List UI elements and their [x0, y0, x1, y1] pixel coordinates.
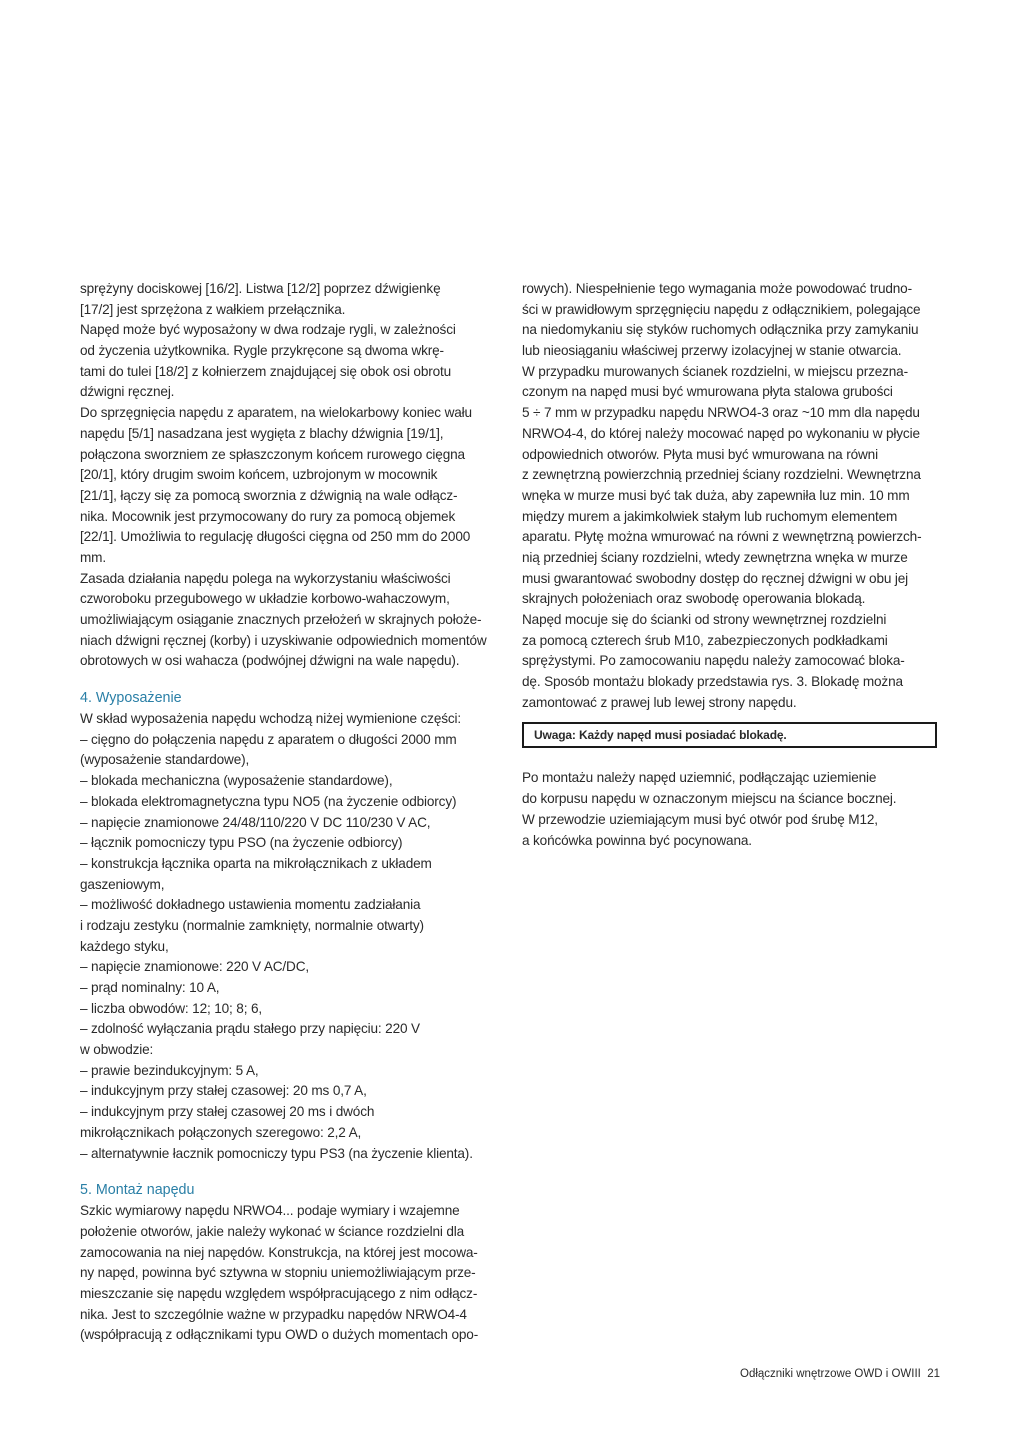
text-line: na niedomykaniu się styków ruchomych odłącznika przy zamykaniu: [522, 322, 919, 338]
text-line: Napęd mocuje się do ścianki od strony wewnętrznej rozdzielni: [522, 612, 887, 627]
text-line: nika. Jest to szczególnie ważne w przypadku napędów NRWO4-4: [80, 1306, 467, 1322]
text-line: dę. Sposób montażu blokady przedstawia rys. 3. Blokadę można: [522, 674, 903, 690]
text-line: od życzenia użytkownika. Rygle przykręcone są dwoma wkrę-: [80, 343, 444, 359]
text-line: Napęd może być wyposażony w dwa rodzaje rygli, w zależności: [80, 322, 456, 338]
text-line: mm.: [80, 549, 106, 565]
text-line: Zasada działania napędu polega na wykorzystaniu właściwości: [80, 570, 451, 586]
text-line: – alternatywnie łacznik pomocniczy typu PS3 (na życzenie klienta).: [80, 1145, 473, 1161]
text-line: [20/1], który drugim swoim końcem, uzbrojonym w mocownik: [80, 467, 438, 483]
text-line: W przypadku murowanych ścianek rozdzielni, w miejscu przezna-: [522, 363, 908, 379]
paragraph-spacer: [80, 1164, 520, 1180]
text-line: a końcówka powinna być pocynowana.: [522, 832, 752, 848]
text-line: zamocowania na niej napędów. Konstrukcja, na której jest mocowa-: [80, 1244, 478, 1260]
text-line: skrajnych położeniach oraz swobodę operowania blokadą.: [522, 591, 866, 607]
text-line: sprężyny dociskowej [16/2]. Listwa [12/2] poprzez dźwigienkę: [80, 281, 441, 296]
text-line: mikrołącznikach połączonych szeregowo: 2,2 A,: [80, 1124, 362, 1140]
text-line: dźwigni ręcznej.: [80, 384, 175, 400]
warning-notice-box: Uwaga: Każdy napęd musi posiadać blokadę.: [522, 722, 937, 748]
text-line: [22/1]. Umożliwia to regulację długości cięgna od 250 mm do 2000: [80, 529, 471, 545]
text-line: gaszeniowym,: [80, 876, 165, 892]
text-line: napędu [5/1] nasadzana jest wygięta z blachy dźwignia [19/1],: [80, 425, 444, 441]
section-heading: 4. Wyposażenie: [80, 690, 182, 707]
paragraph-spacer: [80, 672, 520, 688]
text-line: czworoboku przegubowego w układzie korbowo-wahaczowym,: [80, 591, 450, 607]
text-line: (wyposażenie standardowe),: [80, 752, 250, 768]
text-line: do korpusu napędu w oznaczonym miejscu na ściance bocznej.: [522, 791, 897, 807]
text-line: odpowiednich otworów. Płyta musi być wmurowana na równi: [522, 446, 878, 462]
text-line: (współpracują z odłącznikami typu OWD o dużych momentach opo-: [80, 1327, 479, 1343]
page-footer: [740, 1368, 940, 1380]
left-text-column: [80, 279, 520, 1346]
text-line: nią przedniej ściany rozdzielni, wtedy zewnętrzna wnęka w murze: [522, 549, 908, 565]
text-line: w obwodzie:: [80, 1042, 154, 1058]
text-line: położenie otworów, jakie należy wykonać w ściance rozdzielni dla: [80, 1223, 465, 1239]
text-line: wnęka w murze musi być tak duża, aby zapewniła luz min. 10 mm: [522, 487, 910, 503]
text-line: ny napęd, powinna być sztywna w stopniu uniemożliwiającym prze-: [80, 1265, 476, 1281]
page-number: 21: [927, 1368, 941, 1380]
text-line: – zdolność wyłączania prądu stałego przy napięciu: 220 V: [80, 1021, 420, 1037]
text-line: – napięcie znamionowe: 220 V AC/DC,: [80, 959, 309, 975]
text-line: Szkic wymiarowy napędu NRWO4... podaje wymiary i wzajemne: [80, 1203, 460, 1219]
text-line: tami do tulei [18/2] z kołnierzem znajdującej się obok osi obrotu: [80, 363, 452, 379]
text-line: rowych). Niespełnienie tego wymagania może powodować trudno-: [522, 281, 912, 296]
text-line: musi gwarantować swobodny dostęp do ręcznej dźwigni w obu jej: [522, 570, 909, 586]
text-line: – blokada mechaniczna (wyposażenie standardowe),: [80, 773, 393, 789]
text-line: – prąd nominalny: 10 A,: [80, 980, 220, 995]
text-line: [21/1], łączy się za pomocą sworznia z dźwignią na wale odłącz-: [80, 487, 458, 503]
text-line: Do sprzęgnięcia napędu z aparatem, na wielokarbowy koniec wału: [80, 405, 472, 421]
text-line: – napięcie znamionowe 24/48/110/220 V DC 110/230 V AC,: [80, 814, 431, 830]
text-line: Po montażu należy napęd uziemnić, podłączając uziemienie: [522, 770, 877, 786]
text-line: – blokada elektromagnetyczna typu NO5 (na życzenie odbiorcy): [80, 793, 457, 809]
text-line: – indukcyjnym przy stałej czasowej: 20 ms 0,7 A,: [80, 1083, 367, 1099]
text-line: połączona sworzniem ze spłaszczonym końcem rurowego cięgna: [80, 446, 465, 462]
text-line: zamontować z prawej lub lewej strony napędu.: [522, 694, 797, 710]
text-line: między murem a jakimkolwiek stałym lub ruchomym elementem: [522, 508, 898, 524]
text-line: z zewnętrzną powierzchnią przedniej ściany rozdzielni. Wewnętrzna: [522, 467, 921, 483]
text-line: aparatu. Płytę można wmurować na równi z wewnętrzną powierzch-: [522, 529, 922, 545]
text-line: [17/2] jest sprzężona z wałkiem przełącznika.: [80, 301, 346, 317]
text-line: lub nieosiąganiu właściwej przerwy izolacyjnej w stanie otwarcia.: [522, 343, 902, 359]
text-line: – liczba obwodów: 12; 10; 8; 6,: [80, 1000, 263, 1016]
text-line: nika. Mocownik jest przymocowany do rury za pomocą objemek: [80, 508, 456, 524]
text-line: za pomocą czterech śrub M10, zabezpieczonych podkładkami: [522, 632, 888, 648]
text-line: obrotowych w osi wahacza (podwójnej dźwigni na wale napędu).: [80, 653, 460, 669]
text-line: – prawie bezindukcyjnym: 5 A,: [80, 1062, 259, 1078]
text-line: – możliwość dokładnego ustawienia momentu zadziałania: [80, 897, 421, 913]
right-text-column: [522, 279, 947, 851]
text-line: mieszczanie się napędu względem współpracującego z nim odłącz-: [80, 1285, 478, 1301]
text-line: 5 ÷ 7 mm w przypadku napędu NRWO4-3 oraz ~10 mm dla napędu: [522, 405, 920, 421]
text-line: sprężystymi. Po zamocowaniu napędu należy zamocować bloka-: [522, 653, 905, 669]
text-line: każdego styku,: [80, 938, 169, 954]
text-line: niach dźwigni ręcznej (korby) i uzyskiwanie odpowiednich momentów: [80, 632, 487, 648]
text-line: W przewodzie uziemiającym musi być otwór pod śrubę M12,: [522, 811, 878, 827]
text-line: NRWO4-4, do której należy mocować napęd po wykonaniu w płycie: [522, 425, 920, 441]
text-line: czonym na napęd musi być wmurowana płyta stalowa grubości: [522, 384, 893, 400]
text-line: – łącznik pomocniczy typu PSO (na życzenie odbiorcy): [80, 835, 403, 851]
section-heading: 5. Montaż napędu: [80, 1182, 195, 1199]
text-line: – konstrukcja łącznika oparta na mikrołącznikach z układem: [80, 855, 432, 871]
footer-document-title: Odłączniki wnętrzowe OWD i OWIII: [740, 1368, 921, 1380]
text-line: ści w prawidłowym sprzęgnięciu napędu z odłącznikiem, polegające: [522, 301, 921, 317]
text-line: – indukcyjnym przy stałej czasowej 20 ms i dwóch: [80, 1104, 375, 1120]
text-line: – cięgno do połączenia napędu z aparatem o długości 2000 mm: [80, 731, 457, 747]
text-line: umożliwiającym osiąganie znacznych przełożeń w skrajnych położe-: [80, 612, 482, 627]
text-line: W skład wyposażenia napędu wchodzą niżej wymienione części:: [80, 711, 462, 727]
text-line: i rodzaju zestyku (normalnie zamknięty, normalnie otwarty): [80, 917, 424, 933]
